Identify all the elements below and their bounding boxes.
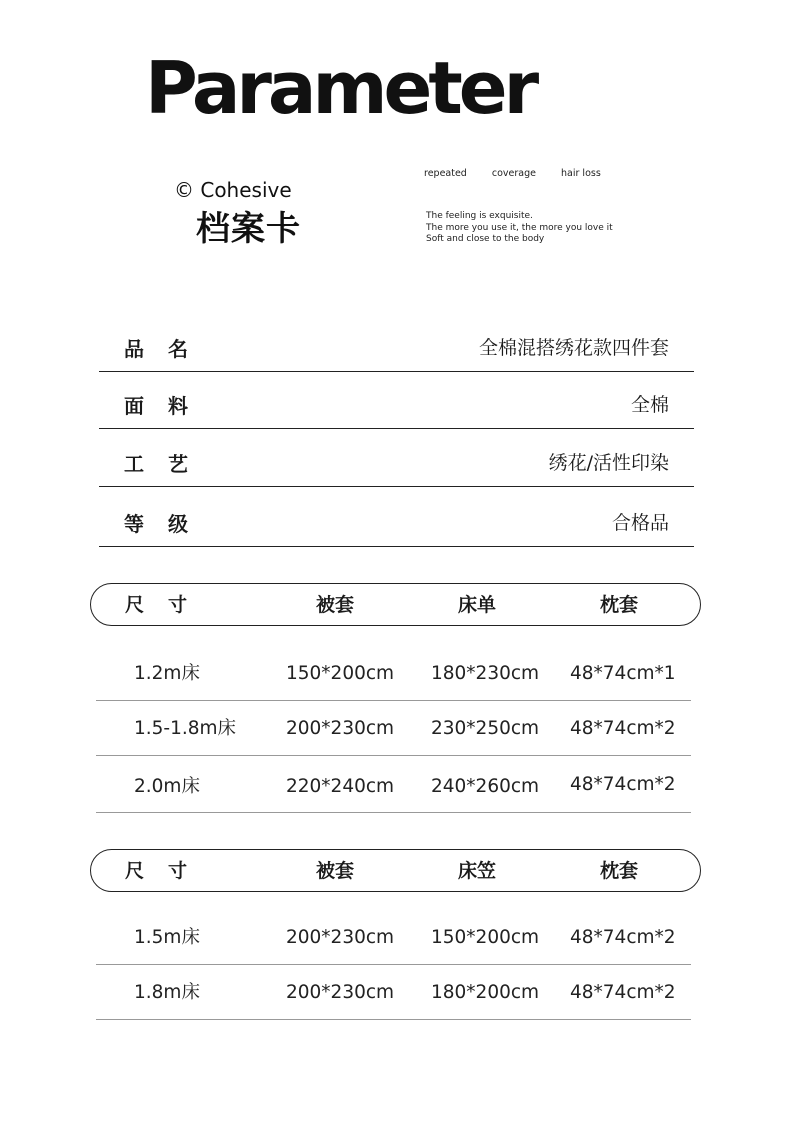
column-header: 床单 (458, 594, 497, 616)
column-header: 枕套 (600, 594, 639, 616)
column-header: 被套 (316, 860, 355, 882)
table-cell: 2.0m床 (134, 776, 200, 797)
table-cell: 48*74cm*2 (570, 982, 676, 1003)
table-cell: 150*200cm (431, 927, 540, 948)
column-header: 尺寸 (125, 594, 212, 616)
table-cell: 1.8m床 (134, 982, 200, 1003)
param-row-name (99, 314, 694, 372)
tag: coverage (491, 168, 536, 179)
size-table-header (90, 583, 701, 626)
param-label: 品名 (124, 337, 212, 361)
table-cell: 200*230cm (286, 982, 395, 1003)
table-cell: 200*230cm (286, 927, 395, 948)
table-row (96, 645, 691, 701)
param-row-craft (99, 429, 694, 487)
table-cell: 180*230cm (431, 663, 540, 684)
table-row (96, 756, 691, 813)
table-cell: 200*230cm (286, 718, 395, 739)
param-row-grade (99, 489, 694, 547)
param-value: 全棉混搭绣花款四件套 (478, 337, 669, 359)
table-cell: 48*74cm*2 (570, 774, 676, 795)
column-header: 尺寸 (125, 860, 212, 882)
table-cell: 48*74cm*1 (570, 663, 676, 684)
table-row (96, 909, 691, 965)
param-row-fabric (99, 371, 694, 429)
table-cell: 48*74cm*2 (570, 927, 676, 948)
column-header: 被套 (316, 594, 355, 616)
param-label: 工艺 (124, 452, 212, 476)
column-header: 枕套 (600, 860, 639, 882)
table-cell: 1.2m床 (134, 663, 200, 684)
table-row (96, 964, 691, 1020)
param-value: 合格品 (611, 512, 669, 534)
brand-name: © Cohesive (174, 178, 292, 202)
table-cell: 230*250cm (431, 718, 540, 739)
param-value: 全棉 (630, 394, 669, 416)
tagline-line: The feeling is exquisite. (426, 211, 533, 221)
param-label: 等级 (124, 512, 212, 536)
tag-list (424, 168, 623, 179)
size-table-header (90, 849, 701, 892)
tag: repeated (424, 168, 467, 179)
column-header: 床笠 (458, 860, 497, 882)
table-cell: 220*240cm (286, 776, 395, 797)
table-cell: 1.5m床 (134, 927, 200, 948)
param-value: 绣花/活性印染 (548, 452, 669, 474)
table-cell: 240*260cm (431, 776, 540, 797)
param-label: 面料 (124, 394, 212, 418)
tagline (426, 211, 613, 246)
page-title: Parameter (145, 46, 536, 130)
table-cell: 180*200cm (431, 982, 540, 1003)
tagline-line: Soft and close to the body (426, 234, 545, 244)
tagline-line: The more you use it, the more you love it (426, 222, 613, 233)
table-cell: 48*74cm*2 (570, 718, 676, 739)
table-row (96, 700, 691, 756)
brand-subtitle: 档案卡 (196, 209, 301, 249)
tag: hair loss (561, 168, 601, 179)
table-cell: 150*200cm (286, 663, 395, 684)
table-cell: 1.5-1.8m床 (134, 718, 237, 739)
